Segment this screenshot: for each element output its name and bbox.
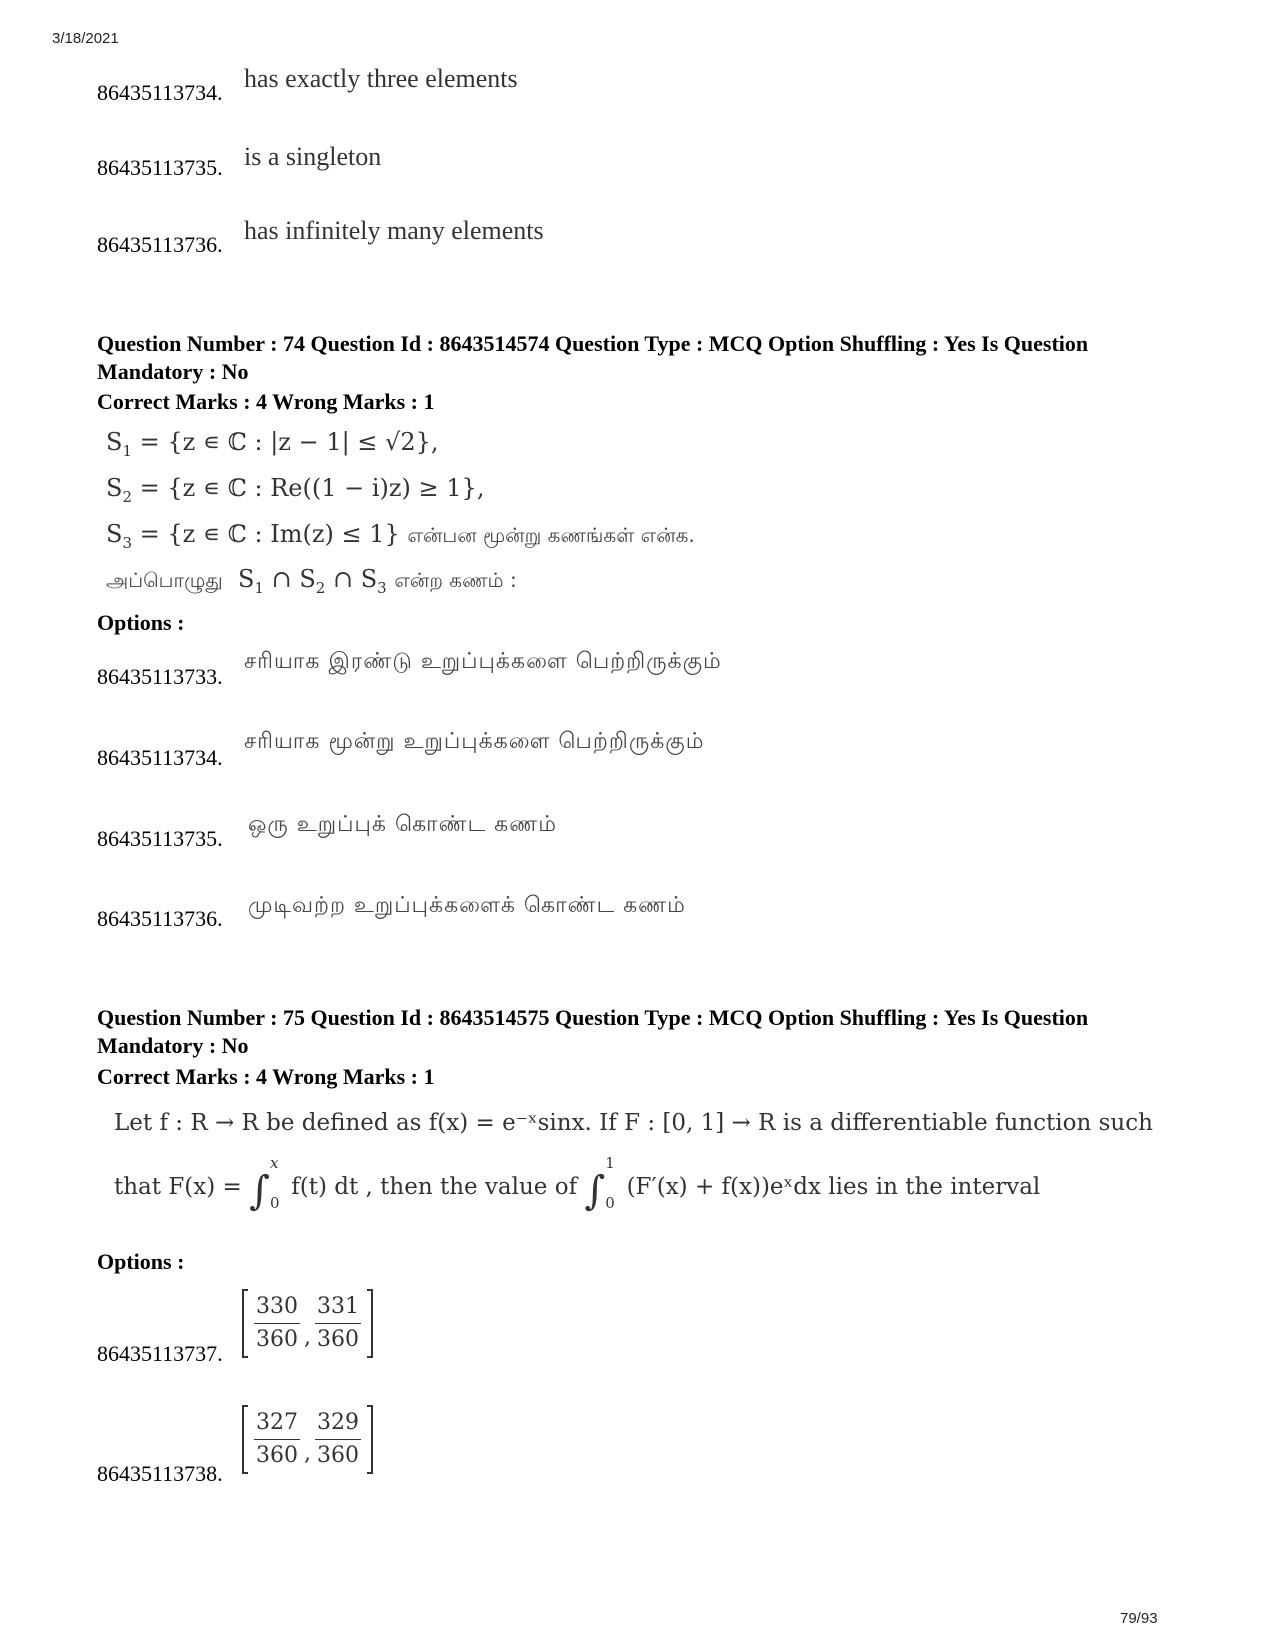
set-s3-definition: $S_3 = \{z$ ∊ ℂ : Im(z) ≤ 1} என்பன மூன்று கணங்கள் என்க. bbox=[106, 520, 695, 552]
options-label: Options : bbox=[97, 610, 185, 635]
option-id: 86435113735. bbox=[97, 155, 223, 180]
option-id: 86435113733. bbox=[97, 664, 223, 689]
interval-option: $\frac{327}{360}$ , $\frac{329}{360}$ bbox=[242, 1405, 373, 1474]
question-text-line: Let f : R → R be defined as f(x) = e⁻ˣsinx. If F : [0, 1] → R is a differentiable function such bbox=[114, 1110, 1153, 1136]
set-s2-definition: $S_2 = \{z$ ∊ ℂ : Re((1 − i)z) ≥ 1}, bbox=[106, 474, 485, 506]
option-id: 86435113736. bbox=[97, 906, 223, 931]
page-number: 79/93 bbox=[1120, 1610, 1158, 1627]
option-id: 86435113738. bbox=[97, 1461, 223, 1486]
option-id: 86435113734. bbox=[97, 745, 223, 770]
question-header: Question Number : 75 Question Id : 8643514575 Question Type : MCQ Option Shuffling : Yes Is Question Mandatory : No bbox=[97, 1005, 1089, 1058]
option-id: 86435113735. bbox=[97, 826, 223, 851]
option-id: 86435113734. bbox=[97, 80, 223, 105]
options-label: Options : bbox=[97, 1249, 185, 1274]
option-text: is a singleton bbox=[244, 142, 382, 171]
print-date: 3/18/2021 bbox=[52, 30, 119, 47]
question-text-line: that F(x) = ∫ x 0 f(t) dt , then the value of ∫ 1 0 (F′(x) + f(x))eˣdx lies in the interval bbox=[114, 1154, 1041, 1214]
option-text: ஒரு உறுப்புக் கொண்ட கணம் bbox=[248, 812, 557, 837]
option-text: has infinitely many elements bbox=[244, 216, 544, 245]
option-text: has exactly three elements bbox=[244, 64, 518, 93]
question-marks: Correct Marks : 4 Wrong Marks : 1 bbox=[97, 389, 435, 414]
option-id: 86435113737. bbox=[97, 1341, 223, 1366]
intersection-statement: அப்பொழுது $S_1$ ∩ $S_2$ ∩ $S_3$ என்ற கணம் : bbox=[106, 565, 517, 597]
set-s1-definition: $S_1 = \{z$ ∊ ℂ : |z − 1| ≤ √2}, bbox=[106, 428, 439, 460]
option-id: 86435113736. bbox=[97, 232, 223, 257]
option-text: சரியாக மூன்று உறுப்புக்களை பெற்றிருக்கும் bbox=[244, 729, 705, 754]
option-text: முடிவற்ற உறுப்புக்களைக் கொண்ட கணம் bbox=[248, 893, 686, 918]
question-header: Question Number : 74 Question Id : 8643514574 Question Type : MCQ Option Shuffling : Yes Is Question Mandatory : No bbox=[97, 331, 1089, 384]
option-text: சரியாக இரண்டு உறுப்புக்களை பெற்றிருக்கும் bbox=[244, 649, 722, 674]
interval-option: $\frac{330}{360}$ , $\frac{331}{360}$ bbox=[242, 1289, 373, 1358]
question-marks: Correct Marks : 4 Wrong Marks : 1 bbox=[97, 1064, 435, 1089]
